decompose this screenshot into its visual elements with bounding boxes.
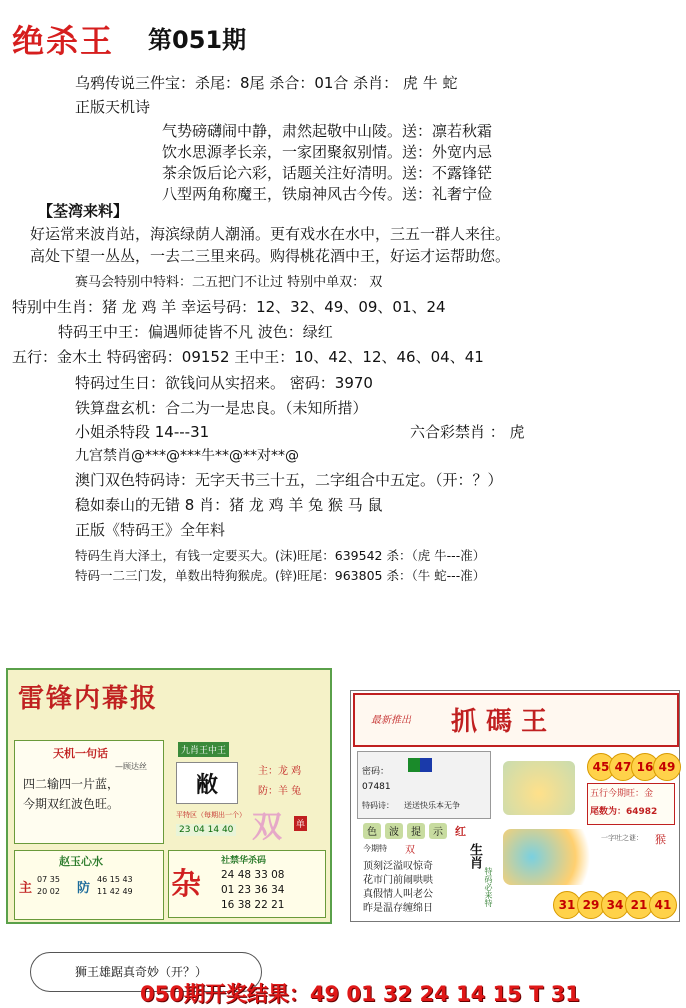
chip-mark: 红 xyxy=(455,825,466,838)
poem-line-4: 八型两角称魔王，铁扇神风古今传。送：礼奢宁俭 xyxy=(162,185,493,203)
chip-1: 色 xyxy=(363,823,381,839)
jiuxiao-label: 九肖王中王 xyxy=(178,742,229,757)
fang-line: 防：羊 兔 xyxy=(258,786,302,797)
page-title: 绝杀王 xyxy=(12,22,115,60)
ball-bottom-5: 41 xyxy=(649,891,677,919)
line-guoshengri: 特码过生日：欲钱问从实招来。 密码：3970 xyxy=(75,374,373,392)
tianji-heading: 天机一句话 xyxy=(53,747,108,760)
line-wuxing: 五行：金木土 特码密码：09152 王中王：10、42、12、46、04、41 xyxy=(12,348,484,366)
nums-left-2: 20 02 xyxy=(37,887,60,896)
cloud-text: 狮王雄踞真奇妙（开？） xyxy=(75,965,208,979)
nums-right-2: 11 42 49 xyxy=(97,887,133,896)
hint-answer: 猴 xyxy=(655,833,666,846)
weishu-text: 尾数为：64982 xyxy=(590,807,658,817)
wuxing-line xyxy=(587,783,675,825)
ball-bottom-2: 29 xyxy=(577,891,605,919)
sheji-title: 社禁华杀码 xyxy=(221,856,267,866)
zhuama-panel xyxy=(350,690,680,922)
grid-row-2: 01 23 36 34 xyxy=(221,884,285,896)
dragon-image xyxy=(503,829,599,885)
text-row-1: 顶刻泛溢叹惊奇 xyxy=(363,861,433,872)
line-wangzhongwang: 特码王中王：偏遇师徒皆不凡 波色：绿红 xyxy=(58,323,333,341)
poem-line-3: 茶余饭后论六彩，话题关注好清明。送：不露锋铓 xyxy=(162,164,493,182)
ball-top-3: 16 xyxy=(631,753,659,781)
zhu-line: 主：龙 鸡 xyxy=(258,766,302,777)
zhuama-tag: 最新推出 xyxy=(371,715,411,726)
code-label: 密码： xyxy=(362,767,390,777)
code-value: 07481 xyxy=(362,782,391,792)
dan-shuang: 双 xyxy=(405,845,415,856)
ball-bottom-4: 21 xyxy=(625,891,653,919)
leifeng-title: 雷锋内幕报 xyxy=(18,684,159,714)
hint-label: 一字吐之谜： xyxy=(601,834,643,842)
issue-number: 第051期 xyxy=(148,26,247,54)
line-saima: 赛马会特别中特料：二五把门不让过 特别中单双： 双 xyxy=(75,275,383,290)
poem-value: 送送快乐本无争 xyxy=(404,801,460,810)
wuxing-text: 五行今期旺：金 xyxy=(590,789,654,799)
line-shengxiao: 特别中生肖：猪 龙 鸡 羊 幸运号码：12、32、49、09、01、24 xyxy=(12,298,446,316)
poem-line-1: 气势磅礴闹中静，肃然起敬中山陵。送：凛若秋霜 xyxy=(162,122,493,140)
chip-3: 提 xyxy=(407,823,425,839)
zhuama-title: 抓 碼 王 xyxy=(451,707,548,737)
line-xiaojie: 小姐杀特段 14---31 xyxy=(75,423,210,441)
sheng-sub: 特码必来特 xyxy=(484,867,493,907)
ball-top-1: 45 xyxy=(587,753,615,781)
shajiu-box xyxy=(168,850,326,918)
poem-line-2: 饮水思源孝长亲，一家团聚叙别情。送：外宽内忌 xyxy=(162,143,493,161)
poem-label: 特码诗： xyxy=(362,801,394,810)
leifeng-panel xyxy=(6,668,332,924)
ball-top-2: 47 xyxy=(609,753,637,781)
code-box xyxy=(357,751,491,819)
nums-right-1: 46 15 43 xyxy=(97,875,133,884)
this-period: 今期特 xyxy=(363,844,387,853)
ping-nums: 23 04 14 40 xyxy=(176,824,236,836)
tianji-poem-2: 今期双红波色旺。 xyxy=(23,797,120,811)
grid-row-3: 16 38 22 21 xyxy=(221,899,285,911)
sheng-label: 生肖 xyxy=(467,843,482,869)
grid-row-1: 24 48 33 08 xyxy=(221,869,285,881)
ping-label: 平特区（每期出一个） xyxy=(176,811,246,819)
zhu-mark: 主 xyxy=(19,881,33,896)
line-tiesuanpan: 铁算盘玄机：合二为一是忠良。（未知所措） xyxy=(75,399,368,417)
quanwan-title: 【荃湾来料】 xyxy=(38,202,129,220)
ball-top-4: 49 xyxy=(653,753,681,781)
text-row-4: 昨是温存缠绵日 xyxy=(363,903,433,914)
tianji-sign: —顾达丝 xyxy=(115,762,147,771)
logo-icon xyxy=(408,758,432,772)
line-tianji-title: 正版天机诗 xyxy=(75,98,151,116)
nums-left-1: 07 35 xyxy=(37,875,60,884)
chip-4: 示 xyxy=(429,823,447,839)
line-zhengban: 正版《特码王》全年料 xyxy=(75,521,226,539)
fang-mark: 防 xyxy=(77,881,91,896)
big-char-box xyxy=(176,762,238,804)
tianji-box xyxy=(14,740,164,844)
line-wuya: 乌鸦传说三件宝：杀尾：8尾 杀合：01合 杀肖： 虎 牛 蛇 xyxy=(75,74,458,92)
quanwan-line-1: 好运常来波肖站，海滨绿荫人潮涌。更有戏水在水中，三五一群人来往。 xyxy=(30,225,511,243)
text-row-2: 花市门前闹哄哄 xyxy=(363,875,433,886)
xinshui-title: 赵玉心水 xyxy=(59,855,103,868)
zhuama-header xyxy=(353,693,679,747)
ball-bottom-3: 34 xyxy=(601,891,629,919)
quanwan-line-2: 高处下望一丛丛，一去二三里来码。购得桃花酒中王，好运才运帮助您。 xyxy=(30,247,511,265)
line-te2: 特码一二三门发，单数出特狗猴虎。(锌)旺尾：963805 杀：（牛 蛇---准） xyxy=(75,568,486,583)
shuang-char: 双 xyxy=(252,810,282,845)
snake-image xyxy=(503,761,575,815)
result-line: 050期开奖结果：49 01 32 24 14 15 T 31 xyxy=(140,982,580,1006)
tianji-poem-1: 四二输四一片蓝， xyxy=(23,777,120,791)
text-row-3: 真假情人叫老公 xyxy=(363,889,433,900)
line-wencuo: 稳如泰山的无错 8 肖：猪 龙 鸡 羊 兔 猴 马 鼠 xyxy=(75,496,383,514)
dan-label: 单 xyxy=(294,816,307,831)
xinshui-box xyxy=(14,850,164,920)
ball-bottom-1: 31 xyxy=(553,891,581,919)
line-aomen: 澳门双色特码诗：无字天书三十五，二字组合中五定。（开：？） xyxy=(75,471,503,489)
line-liuhecai: 六合彩禁肖 ： 虎 xyxy=(410,423,525,441)
line-jiugong: 九宫禁肖@***@***牛**@**对**@ xyxy=(75,448,299,464)
line-te1: 特码生肖大泽土，有钱一定要买大。(沫)旺尾：639542 杀：（虎 牛---准） xyxy=(75,548,486,563)
chip-2: 波 xyxy=(385,823,403,839)
big-char: 敝 xyxy=(195,772,218,798)
cai-char: 杂 xyxy=(171,867,201,902)
